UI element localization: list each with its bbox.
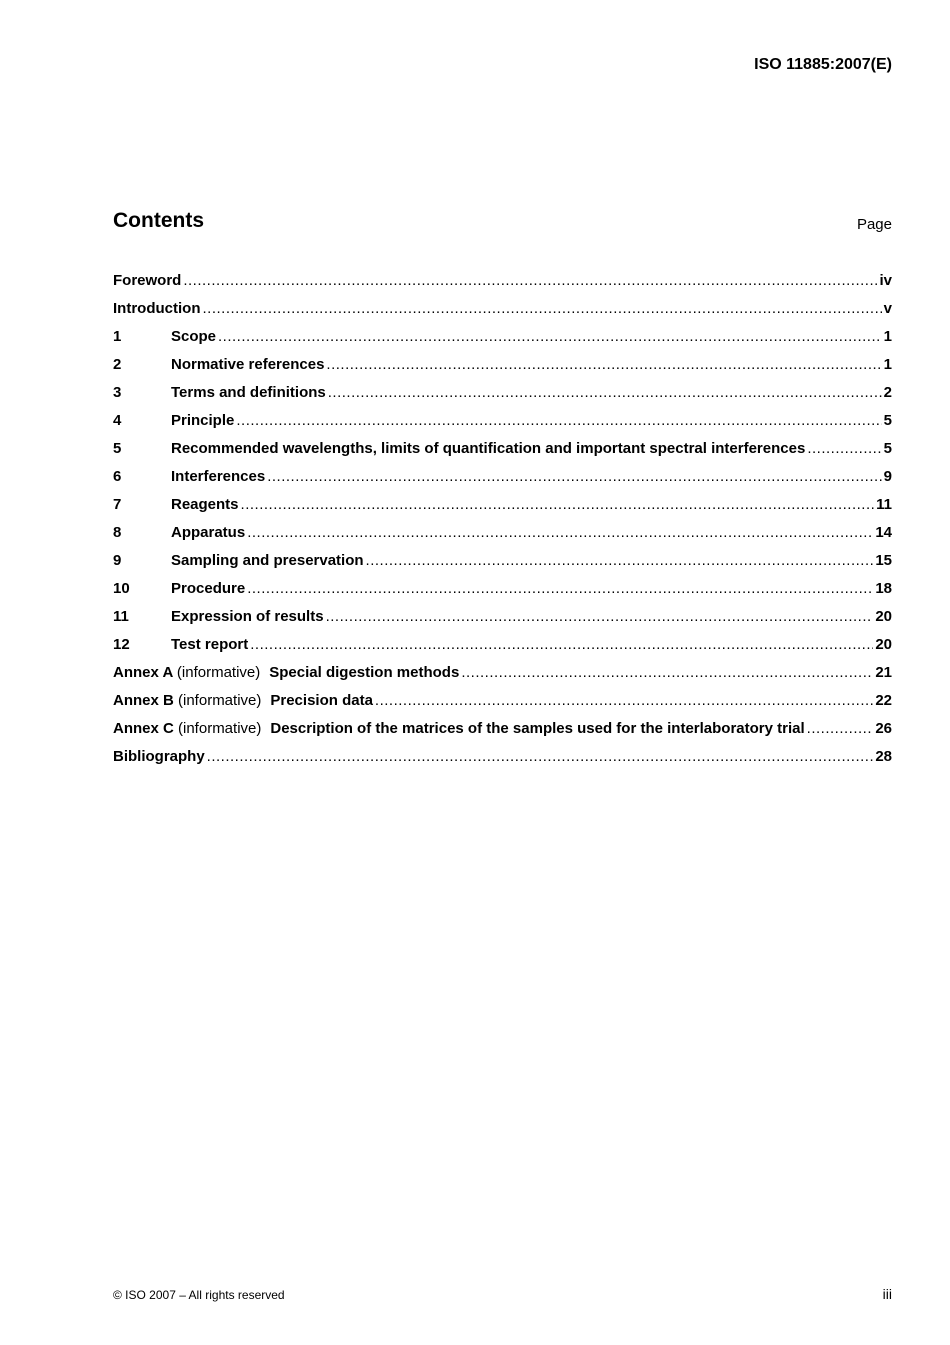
- toc-number: 10: [113, 579, 130, 597]
- toc-number: 4: [113, 411, 122, 429]
- toc-page: 18: [875, 579, 892, 597]
- contents-title: Contents: [113, 209, 204, 232]
- dot-leader: [366, 552, 874, 569]
- annex-prefix: [113, 692, 261, 709]
- toc-title: Apparatus: [171, 523, 246, 541]
- dot-leader: [328, 384, 882, 401]
- toc-title: Terms and definitions: [171, 383, 326, 401]
- toc-entry-clause-10[interactable]: [113, 574, 892, 602]
- toc-title: Procedure: [171, 579, 246, 597]
- dot-leader: [207, 748, 874, 765]
- page-number: iii: [882, 1286, 892, 1302]
- copyright-notice: © ISO 2007 – All rights reserved: [113, 1288, 285, 1302]
- toc-number: 1: [113, 327, 122, 345]
- dot-leader: [218, 328, 882, 345]
- toc-number: 5: [113, 439, 122, 457]
- toc-page: 21: [875, 663, 892, 681]
- toc-entry-clause-11[interactable]: [113, 602, 892, 630]
- toc-page: 14: [875, 523, 892, 541]
- toc-number: 2: [113, 355, 122, 373]
- annex-prefix: [113, 720, 261, 737]
- toc-entry-clause-12[interactable]: [113, 630, 892, 658]
- toc-title: Sampling and preservation: [171, 551, 364, 569]
- toc-number: 6: [113, 467, 122, 485]
- dot-leader: [461, 664, 873, 681]
- toc-page: 5: [883, 439, 892, 457]
- toc-number: 9: [113, 551, 122, 569]
- toc-entry-bibliography[interactable]: [113, 742, 892, 770]
- toc-entry-clause-3[interactable]: [113, 378, 892, 406]
- toc-title: Normative references: [171, 355, 325, 373]
- toc-entry-clause-2[interactable]: [113, 350, 892, 378]
- dot-leader: [807, 440, 881, 457]
- toc-page: 15: [875, 551, 892, 569]
- annex-type: (informative): [176, 663, 261, 681]
- dot-leader: [250, 636, 873, 653]
- dot-leader: [807, 720, 874, 737]
- toc-entry-clause-9[interactable]: [113, 546, 892, 574]
- dot-leader: [241, 496, 875, 513]
- toc-title: Reagents: [171, 495, 239, 513]
- dot-leader: [247, 580, 873, 597]
- toc-page: 20: [875, 607, 892, 625]
- dot-leader: [375, 692, 873, 709]
- toc-title: Principle: [171, 411, 235, 429]
- dot-leader: [247, 524, 873, 541]
- toc-entry-foreword[interactable]: [113, 266, 892, 294]
- toc-title: Interferences: [171, 467, 266, 485]
- toc-entry-clause-4[interactable]: [113, 406, 892, 434]
- toc-title: Expression of results: [171, 607, 324, 625]
- dot-leader: [326, 608, 874, 625]
- toc-page: v: [883, 299, 892, 317]
- toc-page: 1: [883, 355, 892, 373]
- toc-page: 20: [875, 635, 892, 653]
- toc-entry-clause-1[interactable]: [113, 322, 892, 350]
- annex-type: (informative): [178, 691, 262, 709]
- toc-page: 22: [875, 691, 892, 709]
- toc-number: 3: [113, 383, 122, 401]
- toc-page: 2: [883, 383, 892, 401]
- toc-entry-clause-8[interactable]: [113, 518, 892, 546]
- toc-title: Recommended wavelengths, limits of quantification and important spectral interferences: [171, 439, 806, 457]
- page-column-label: Page: [856, 216, 892, 233]
- toc-entry-clause-7[interactable]: [113, 490, 892, 518]
- toc-page: 11: [876, 495, 892, 513]
- toc-page: iv: [879, 271, 892, 289]
- toc-entry-clause-5[interactable]: [113, 434, 892, 462]
- dot-leader: [183, 272, 877, 289]
- document-id: ISO 11885:2007(E): [754, 56, 892, 73]
- toc-page: 1: [883, 327, 892, 345]
- dot-leader: [326, 356, 881, 373]
- toc-title: Description of the matrices of the samples used for the interlaboratory trial: [270, 719, 805, 737]
- toc-number: 11: [113, 607, 129, 625]
- toc-entry-annex-b[interactable]: [113, 686, 892, 714]
- annex-label: Annex B: [113, 691, 174, 709]
- dot-leader: [267, 468, 881, 485]
- toc-title: Foreword: [113, 271, 182, 289]
- toc-entry-introduction[interactable]: [113, 294, 892, 322]
- toc-entry-annex-c[interactable]: [113, 714, 892, 742]
- dot-leader: [236, 412, 881, 429]
- toc-number: 7: [113, 495, 122, 513]
- table-of-contents: [113, 266, 892, 770]
- toc-title: Test report: [171, 635, 249, 653]
- toc-entry-clause-6[interactable]: [113, 462, 892, 490]
- toc-page: 9: [883, 467, 892, 485]
- toc-title: Special digestion methods: [269, 663, 460, 681]
- annex-type: (informative): [178, 719, 262, 737]
- annex-label: Annex C: [113, 719, 174, 737]
- annex-prefix: [113, 664, 260, 681]
- toc-title: Bibliography: [113, 747, 205, 765]
- annex-label: Annex A: [113, 663, 173, 681]
- toc-entry-annex-a[interactable]: [113, 658, 892, 686]
- toc-number: 12: [113, 635, 130, 653]
- toc-page: 26: [875, 719, 892, 737]
- toc-title: Introduction: [113, 299, 201, 317]
- toc-page: 28: [875, 747, 892, 765]
- dot-leader: [202, 300, 881, 317]
- toc-number: 8: [113, 523, 122, 541]
- toc-title: Scope: [171, 327, 217, 345]
- toc-title: Precision data: [270, 691, 373, 709]
- toc-page: 5: [883, 411, 892, 429]
